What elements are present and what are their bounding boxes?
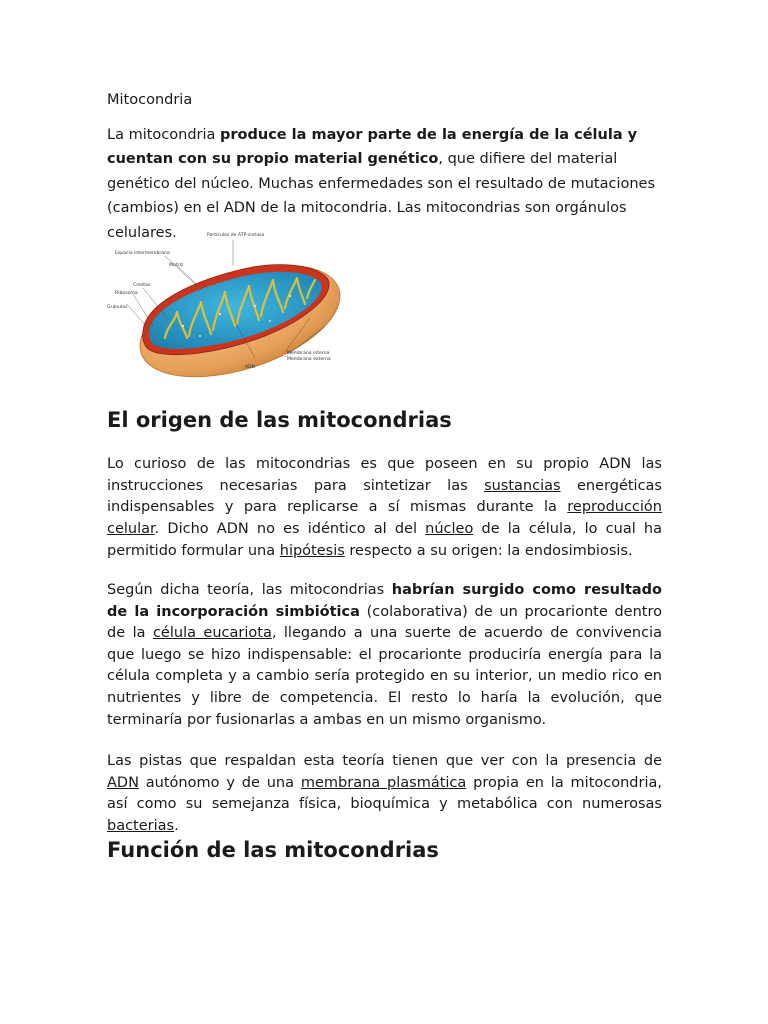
link-adn[interactable]: ADN (107, 774, 139, 791)
p4-text-3: propia en la mitocondria, así como su semejanza física, bioquímica y metabólica con numerosas (107, 774, 662, 813)
label-matriz: Matriz (169, 263, 184, 268)
label-ribosoma: Ribosoma (115, 291, 138, 296)
link-hipotesis[interactable]: hipótesis (279, 542, 345, 559)
link-celula-eucariota[interactable]: célula eucariota (152, 625, 272, 642)
link-reproduccion-celular[interactable]: reproducción celular (107, 499, 662, 538)
origen-paragraph (107, 454, 662, 563)
teoria-paragraph (107, 580, 662, 731)
label-crestas: Crestas (133, 283, 151, 288)
intro-text-2: , que difiere del material genético del núcleo. Muchas enfermedades son el resultado de mutaciones (cambios) en el ADN de la mitocondria. Las mitocondrias son orgánulos celulares. (107, 151, 656, 241)
label-membrana-interna: Membrana interna (287, 351, 330, 356)
link-bacterias[interactable]: bacterias (107, 818, 175, 835)
label-granulos: Gránulos (107, 305, 128, 310)
mitochondria-diagram (105, 226, 345, 386)
link-nucleo[interactable]: núcleo (425, 521, 474, 538)
intro-bold: produce la mayor parte de la energía de la célula y cuentan con su propio material genético (107, 127, 638, 168)
p4-text-2: autónomo y de una (138, 774, 301, 791)
label-espacio-intermembrana: Espacio intermembrana (115, 251, 170, 256)
link-membrana-plasmatica[interactable]: membrana plasmática (300, 774, 467, 791)
link-sustancias[interactable]: sustancias (484, 477, 561, 494)
document-title: Mitocondria (107, 92, 193, 108)
intro-text-1: La mitocondria (107, 127, 221, 143)
label-membrana-externa: Membrana externa (287, 357, 331, 362)
pistas-paragraph (107, 751, 662, 838)
p2-text-1: Lo curioso de las mitocondrias es que poseen en su propio ADN las instrucciones necesarias para sintetizar las (107, 456, 662, 494)
p3-text-3: , llegando a una suerte de acuerdo de convivencia que luego se hizo indispensable: el procarionte produciría energía para la célula completa y a cambio sería protegido en su interior, un medio rico en nutrientes y libre de competencia. El resto lo haría la evolución, que terminaría por fusionarlas a ambas en un mismo organismo. (107, 625, 663, 728)
label-adn: ADN (245, 365, 256, 370)
p4-text-1: Las pistas que respaldan esta teoría tienen que ver con la presencia de (107, 753, 662, 769)
p3-bold: habrían surgido como resultado de la incorporación simbiótica (107, 582, 663, 620)
p3-text-2: (colaborativa) de un procarionte dentro de la (107, 603, 662, 642)
p2-text-5: respecto a su origen: la endosimbiosis. (344, 542, 633, 559)
p2-text-2: energéticas indispensables y para replicarse a sí mismas durante la (107, 477, 662, 516)
section-heading-funcion: Función de las mitocondrias (107, 838, 439, 862)
p2-text-4: de la célula, lo cual ha permitido formular una (107, 521, 662, 559)
p4-text-4: . (174, 818, 179, 835)
label-atp-synthase: Partículas de ATP-sintasa (207, 233, 265, 238)
p2-text-3: . Dicho ADN no es idéntico al del (154, 521, 426, 538)
p3-text-1: Según dicha teoría, las mitocondrias (107, 582, 392, 598)
section-heading-origen: El origen de las mitocondrias (107, 408, 452, 432)
